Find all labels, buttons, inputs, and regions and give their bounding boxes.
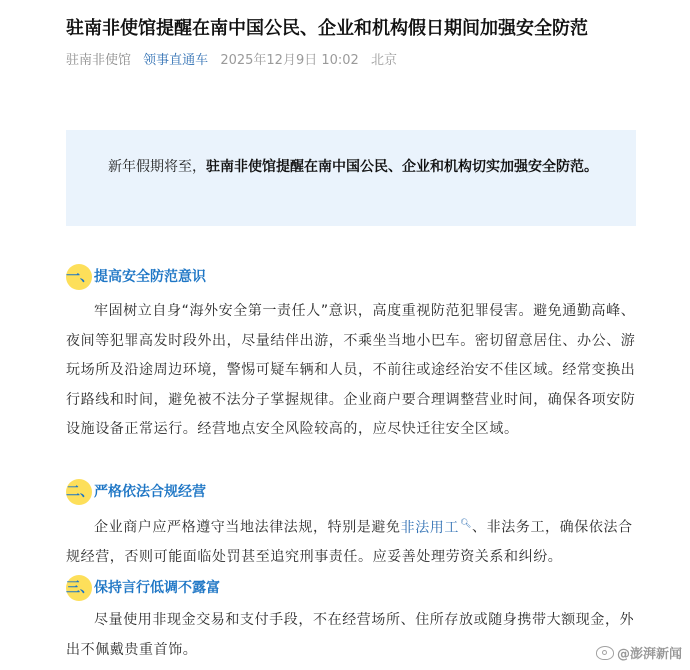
section-heading-text: 一、提高安全防范意识 (66, 269, 206, 285)
section-paragraph-2 (66, 510, 638, 573)
publish-location: 北京 (370, 53, 397, 68)
link-text[interactable]: 非法用工 (400, 519, 460, 536)
section-heading-text: 二、严格依法合规经营 (66, 484, 206, 500)
source-link[interactable]: 领事直通车 (143, 53, 209, 68)
section-heading-text: 三、保持言行低调不露富 (66, 580, 220, 596)
intro-prefix: 新年假期将至， (108, 159, 206, 175)
publish-datetime: 2025年12月9日 10:02 (220, 53, 359, 68)
article-title: 驻南非使馆提醒在南中国公民、企业和机构假日期间加强安全防范 (66, 18, 588, 39)
watermark (596, 646, 682, 664)
watermark-handle: @澎湃新闻 (616, 647, 682, 662)
article-meta (66, 52, 405, 70)
author-name[interactable]: 驻南非使馆 (66, 53, 132, 68)
intro-box (66, 130, 636, 226)
intro-emphasis: 驻南非使馆提醒在南中国公民、企业和机构切实加强安全防范。 (206, 159, 598, 175)
paragraph-text-after: 、非法务工，确保依法合规经营，否则可能面临处罚甚至追究刑事责任。应妥善处理劳资关系和纠纷。 (66, 519, 633, 566)
weibo-icon (596, 646, 614, 660)
intro-text (80, 152, 614, 182)
section-paragraph-3: 尽量使用非现金交易和支付手段，不在经营场所、住所存放或随身携带大额现金，外出不佩戴贵重首饰。 (66, 612, 635, 658)
section-heading-1 (66, 263, 206, 291)
section-heading-2 (66, 478, 206, 506)
illegal-employment-link[interactable] (401, 520, 472, 536)
section-heading-3 (66, 574, 220, 602)
search-icon[interactable]: 🔍︎ (460, 519, 473, 529)
paragraph-text-before: 企业商户应严格遵守当地法律法规，特别是避免 (94, 519, 401, 536)
section-paragraph-1: 牢固树立自身“海外安全第一责任人”意识，高度重视防范犯罪侵害。避免通勤高峰、夜间等犯罪高发时段外出，尽量结伴出游，不乘坐当地小巴车。密切留意居住、办公、游玩场所及沿途周边环境，警惕可疑车辆和人员，不前往或途经治安不佳区域。经常变换出行路线和时间，避免被不法分子掌握规律。企业商户要合理调整营业时间，确保各项安防设施设备正常运行。经营地点安全风险较高的，应尽快迁往安全区域。 (66, 303, 636, 437)
